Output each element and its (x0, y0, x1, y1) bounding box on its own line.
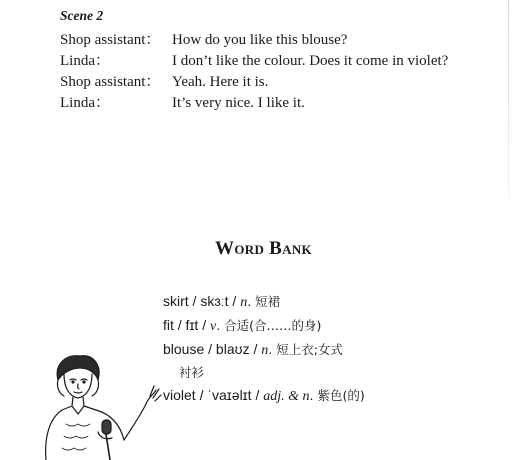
woman-with-microphone-illustration (36, 350, 166, 460)
vocab-meaning: . 紫色(的) (309, 388, 365, 403)
vocab-meaning: . 合适(合……的身) (216, 318, 322, 333)
dialogue-line (60, 72, 480, 93)
speaker-label: Linda： (60, 95, 110, 111)
vocab-word: violet (163, 387, 196, 403)
scene-title: Scene 2 (60, 8, 104, 23)
vocab-phonetic: / fɪt / (173, 317, 210, 333)
vocab-meaning: . 短上衣;女式 (268, 342, 343, 357)
utterance-text: It’s very nice. I like it. (172, 95, 305, 111)
page-edge-line (508, 0, 509, 200)
utterance-text: How do you like this blouse? (172, 32, 348, 48)
vocab-entry (163, 314, 463, 338)
vocab-entry (163, 338, 463, 362)
vocab-part-of-speech: adj. & n (263, 389, 310, 404)
vocab-word: skirt (163, 293, 189, 309)
vocab-entry (163, 384, 463, 408)
vocab-entry (163, 290, 463, 314)
vocab-phonetic: / blaʊz / (204, 341, 262, 357)
dialogue-line (60, 93, 480, 114)
utterance-text: I don’t like the colour. Does it come in violet? (172, 53, 449, 69)
vocab-part-of-speech: n (240, 295, 248, 310)
vocab-meaning: . 短裙 (247, 294, 281, 309)
vocabulary-list (163, 290, 463, 408)
speaker-label: Shop assistant： (60, 32, 161, 48)
vocab-part-of-speech: v (210, 319, 217, 334)
vocab-phonetic: / skɜːt / (188, 293, 241, 309)
dialogue-block (60, 30, 480, 114)
utterance-text: Yeah. Here it is. (172, 74, 269, 90)
vocab-word: fit (163, 317, 174, 333)
speaker-label: Shop assistant： (60, 74, 161, 90)
vocab-phonetic: / ˈvaɪəlɪt / (195, 387, 264, 403)
vocab-meaning-continuation: 衬衫 (179, 365, 205, 380)
vocab-part-of-speech: n (261, 343, 269, 358)
dialogue-line (60, 30, 480, 51)
word-bank-heading: Word Bank (215, 238, 312, 259)
dialogue-line (60, 51, 480, 72)
vocab-word: blouse (163, 341, 205, 357)
speaker-label: Linda： (60, 53, 110, 69)
